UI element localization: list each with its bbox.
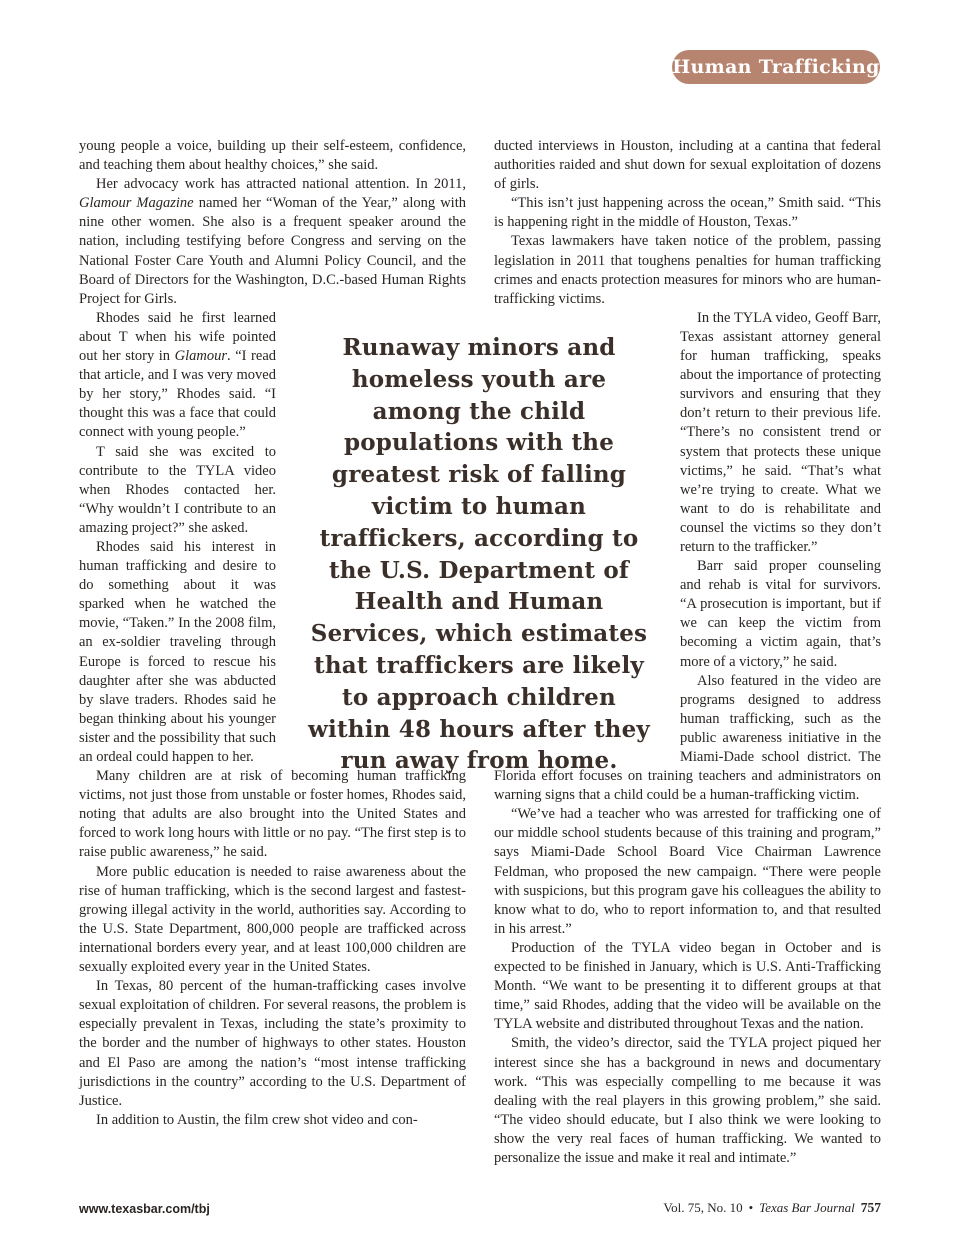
pull-quote: Runaway minors and homeless youth are among the child populations with the greatest risk of falling victim to human traffickers, according to the U.S. Department of Health and Human Services, which estimates that traffickers are likely to approach children within 48 hours after they run away from home. — [308, 334, 650, 775]
page-number: 757 — [860, 1200, 881, 1215]
glamour-magazine-title: Glamour Magazine — [79, 195, 194, 212]
footer-journal-name: Texas Bar Journal — [759, 1200, 855, 1215]
right-paragraph-1: ducted interviews in Houston, including at a cantina that federal authorities raided and shut down for sexual exploitation of dozens of girls. — [494, 138, 881, 193]
right-paragraph-2: “This isn’t just happening across the ocean,” Smith said. “This is happening right in the middle of Houston, Texas.” — [494, 195, 881, 231]
footer-issue-info — [663, 1200, 881, 1216]
left-p2-text-b: named her “Woman of the Year,” along with nine other women. She also is a frequent speaker around the nation, including testifying before Congress and serving on the National Foster Care Youth and Alumni Policy Council, and the Board of Directors for the Washington, D.C.-based Human Rights Project for Girls. — [79, 195, 466, 307]
left-paragraph-9: In addition to Austin, the film crew shot video and con- — [96, 1111, 418, 1128]
left-paragraph-1: young people a voice, building up their self-esteem, confidence, and teaching them about healthy choices,” she said. — [79, 138, 466, 174]
footer-bullet: • — [748, 1200, 754, 1215]
right-paragraph-4: In the TYLA video, Geoff Barr, Texas assistant attorney general for human trafficking, speaks about the importance of protecting survivors and ensuring that they don’t return to their previous life. “There’s no consistent trend or system that protects these unique victims,” he said. “That’s what we’re trying to create. What we want to do is rehabilitate and counsel the victims so they don’t return to the trafficker.” — [680, 309, 881, 555]
left-paragraph-8: In Texas, 80 percent of the human-trafficking cases involve sexual exploitation of children. For several reasons, the problem is especially prevalent in Texas, including the state’s proximity to the border and the number of highways to other states. Houston and El Paso are among the nation’s “most intense trafficking jurisdictions in the country” according to the U.S. Department of Justice. — [79, 978, 466, 1109]
right-paragraph-5: Barr said proper counseling and rehab is vital for survivors. “A prosecution is important, but if we can keep the victim from becoming a victim again, that’s more of a victory,” he said. — [680, 558, 881, 670]
section-label: Human Trafficking — [672, 56, 880, 78]
section-banner — [672, 50, 880, 84]
right-paragraph-3: Texas lawmakers have taken notice of the problem, passing legislation in 2011 that toughens penalties for human trafficking crimes and enacts protection measures for minors who are human-trafficking victims. — [494, 233, 881, 307]
left-paragraph-4: T said she was excited to contribute to the TYLA video when Rhodes contacted her. “Why wouldn’t I contribute to an amazing project?” she asked. — [79, 443, 276, 536]
left-paragraph-6: Many children are at risk of becoming human trafficking victims, not just those from unstable or foster homes, Rhodes said, noting that adults are also brought into the United States and forced to work long hours with little or no pay. “The first step is to raise public awareness,” he said. — [79, 768, 466, 861]
glamour-title: Glamour — [174, 348, 228, 365]
right-paragraph-7: “We’ve had a teacher who was arrested for trafficking one of our middle school students because of this training and program,” says Miami-Dade School Board Vice Chairman Lawrence Feldman, who proposed the new campaign. “There were people with suspicions, but this program gave his colleagues the ability to know what to do, who to report information to, and that resulted in his arrest.” — [494, 806, 881, 937]
right-paragraph-8: Production of the TYLA video began in October and is expected to be finished in January, which is U.S. Anti-Trafficking Month. “We want to be presenting it to different groups at that time,” said Rhodes, adding that the video will be available on the TYLA website and distributed throughout Texas and the nation. — [494, 939, 881, 1033]
left-p3-text-b: . “I read that article, and I was very moved by her story,” Rhodes said. “I thought this was a face that could connect with young people.” — [79, 348, 277, 441]
left-p3-text-a: Rhodes said he first learned about T when his wife pointed out her story in — [79, 309, 276, 365]
right-paragraph-6: Also featured in the video are programs designed to address human trafficking, such as the public awareness initiative in the Miami-Dade school district. The Florida effort focuses on training teachers and administrators on warning signs that a child could be a human-trafficking victim. — [494, 672, 881, 804]
left-p2-text-a: Her advocacy work has attracted national attention. In 2011, — [96, 176, 466, 193]
footer-website[interactable]: www.texasbar.com/tbj — [79, 1202, 210, 1216]
left-paragraph-5: Rhodes said his interest in human trafficking and desire to do something about it was sparked when he watched the movie, “Taken.” In the 2008 film, an ex-soldier traveling through Europe is forced to rescue his daughter after she was abducted by slave traders. Rhodes said he began thinking about his younger sister and the possibility that such an ordeal could happen to her. — [79, 538, 276, 765]
right-paragraph-9: Smith, the video’s director, said the TYLA project piqued her interest since she has a background in news and documentary work. “This was especially compelling to me because it was dealing with the real players in this growing problem,” she said. “The video should educate, but I also think we were looking to show the very real faces of human trafficking. We wanted to personalize the issue and make it real and intimate.” — [494, 1035, 881, 1166]
left-paragraph-7: More public education is needed to raise awareness about the rise of human trafficking, which is the second largest and fastest-growing illegal activity in the world, authorities say. According to the U.S. State Department, 800,000 people are trafficked across international borders every year, and at least 100,000 children are sexually exploited every year in the United States. — [79, 863, 466, 976]
left-paragraph-2 — [79, 175, 466, 309]
footer-volume: Vol. 75, No. 10 — [663, 1200, 743, 1215]
